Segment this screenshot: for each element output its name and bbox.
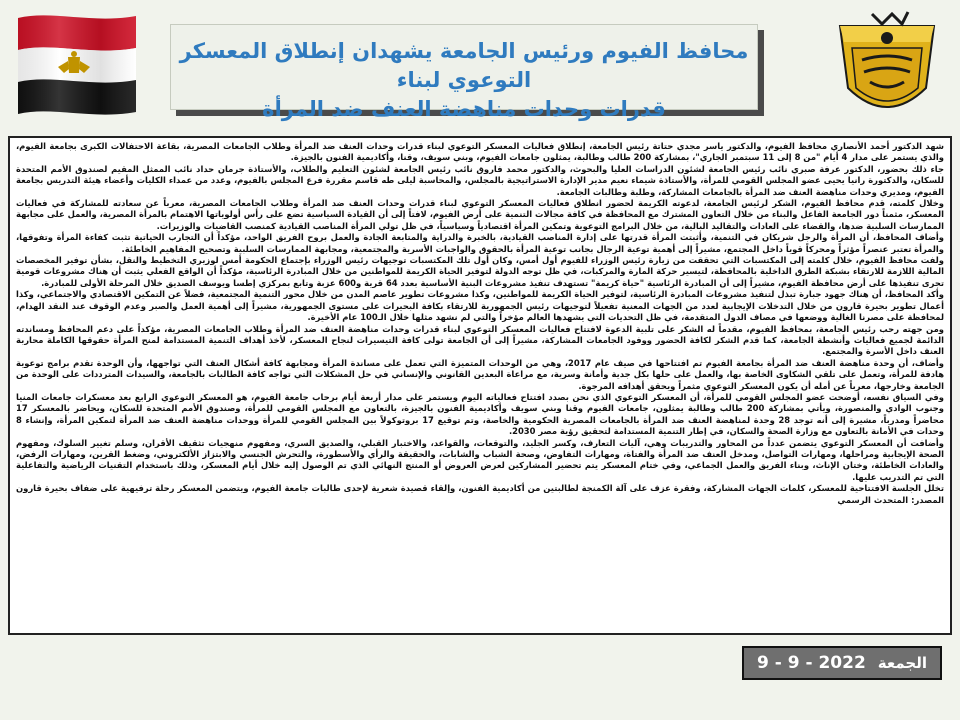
- headline-line-1: محافظ الفيوم ورئيس الجامعة يشهدان إنطلاق المعسكر التوعوي لبناء: [179, 39, 749, 92]
- article-body: [8, 136, 952, 635]
- date-value: 9 - 9 - 2022: [757, 653, 866, 673]
- egypt-flag-icon: [12, 10, 142, 120]
- date-bar: [742, 646, 942, 680]
- article-paragraph: وأضاف المحافظ، أن المرأة والرجل شريكان في التنمية، وأثبتت المرأة قدرتها على إدارة المناصب القيادية، بالخبرة والدراية والمتابعة الجادة والعمل بروح الفريق الواحد، مؤكداً أن التجارب الحياتية تثبت كفاءة المرأة وتفوقها، والمرأة تعتبر عنصراً مؤثراً ومحركاً قوياً داخل المجتمع، مشيراً إلى أهمية توعية الرجال بجانب توعية المرأة بالحقوق والواجبات الأسرية والمجتمعية، ومجابهة الممارسات السلبية وتصحيح المفاهيم الخاطئة.: [16, 232, 944, 254]
- headline-line-2: قدرات وحدات مناهضة العنف ضد المرأة: [262, 97, 666, 121]
- fayoum-governorate-emblem-icon: [822, 8, 952, 130]
- article-paragraph: جاء ذلك بحضور، الدكتور عرفة صبري نائب رئيس الجامعة لشئون الدراسات العليا والبحوث، والدكتور محمد فاروق نائب رئيس الجامعة لشئون التعليم والطلاب، والأستاذة جرمان حداد نائب الممثل المقيم لصندوق الأمم المتحدة للسكان، والدكتورة رانيا يحيى عضو المجلس القومي للمرأة، والأستاذة شيماء نعيم مدير الإدارة الاستراتيجية بالمجلس، والمحاسبة ليلى طه قاسم مقررة فرع المجلس بالفيوم، وعدد من عمداء الكليات وأعضاء هيئة التدريس بجامعة الفيوم، ومديري وحدات مناهضة العنف ضد المرأة بالجامعات المشاركة، وطلبة وطالبات الجامعة.: [16, 163, 944, 197]
- article-paragraph: شهد الدكتور أحمد الأنصاري محافظ الفيوم، والدكتور ياسر مجدي حتاتة رئيس الجامعة، إنطلاق فعاليات المعسكر التوعوي لبناء قدرات وحدات العنف ضد المرأة وطلاب الجامعات المصرية، بقاعة الاحتفالات الكبرى بجامعة الفيوم، والذي يستمر على مدار 4 أيام "من 8 إلى 11 سبتمبر الجاري"، بمشاركة 200 طالب وطالبة، يمثلون جامعات الفيوم، وبني سويف، وقنا، وأكاديمية الفنون بالجيزة.: [16, 141, 944, 163]
- article-paragraph: تخلل الجلسة الافتتاحية للمعسكر، كلمات الجهات المشاركة، وفقرة عزف على آلة الكمنجة لطالبتين من أكاديمية الفنون، وإلقاء قصيدة شعرية لإحدى طالبات جامعة الفيوم، ويتضمن المعسكر رحلة ترفيهية على ضفاف بحيرة قارون المصدر: المتحدث الرسمي: [16, 483, 944, 505]
- article-paragraph: وفي السياق نفسه، أوضحت عضو المجلس القومي للمرأة، أن المعسكر التوعوي الذي نحن بصدد افتتاح فعالياته اليوم ويستمر على مدار أربعة أيام برحاب جامعة الفيوم، هو المعسكر التوعوي الرابع بعد معسكرات جامعات المنيا وجنوب الوادي والمنصورة، ويأتي بمشاركة 200 طالب وطالبة يمثلون، جامعات الفيوم وقنا وبني سويف وأكاديمية الفنون بالجيزة، بالتعاون مع المجلس القومي للمرأة، وصندوق الأمم المتحدة للسكان، ويحاضر بالمعسكر 17 محاضراً ومدرباً، مشيرة إلى أنه توجد 28 وحدة لمناهضة العنف ضد المرأة بالجامعات المصرية الحكومية والخاصة، وتم توقيع 17 بروتوكولاً بين المجلس القومي للمرأة ووحدات مناهضة العنف ضد المرأة لتمكين المرأة، وإنشاء 8 وحدات في الأمانة بالتعاون مع وزارة الصحة والسكان، في إطار التنمية المستدامة لتحقيق رؤية مصر 2030.: [16, 391, 944, 437]
- headline: [171, 25, 757, 124]
- article-paragraph: وأضافت أن المعسكر التوعوي يتضمن عدداً من المحاور والتدريبات وهي، آليات التعارف، وكسر الجليد، والتوقعات، والقواعد، والاختبار القبلي، والصديق السري، ومفهوم منهجيات تثقيف الأقران، وسلم تغيير السلوك، ومفهوم الصحة الإيجابية ومراحلها، ومهارات التواصل، ومدخل العنف ضد المرأة والفتاة، ومهارات التفاوض، وصحة الشباب والشابات، والحقيقة والرأي والأسطورة، والتحرش الجنسي والابتزاز الألكتروني، وضغط القرين، ومهارات الرفض، والعادات الخاطئة، وختان الإناث، وبناء الفريق والعمل الجماعي، وفي ختام المعسكر يتم تحضير المشاركين لعرض العروض أو المنتج النهائي الذي تم الوصول إليه خلال أيام المعسكر، وذلك باستخدام التقنيات الرياضية والتفاعلية التي تم التدريب عليها.: [16, 437, 944, 482]
- article-paragraph: ولفت محافظ الفيوم، خلال كلمته إلى المكتسبات التي تحققت من زيارة رئيس الوزراء للفيوم أول أمس، وكان أول تلك المكتسبات توجيهات رئيس الوزراء بإجتماع الحكومة أمس لوزيري التخطيط والنقل، بشأن توفير المخصصات المالية اللازمة للارتقاء بشبكة الطرق الداخلية بالمحافظة، لتيسير حركة المارة والمركبات، في ظل توجه الدولة لتوفير الحياة الكريمة للمواطنين من خلال المبادرة الرئاسية، مؤكداً أن الواقع الفعلي يثبت أن هناك مشروعات قومية تجرى تنفيذها على أرض محافظة الفيوم، مشيراً إلى أن المبادرة الرئاسية "حياة كريمة" تستهدف تنفيذ مشروعات البنية الأساسية بعدد 64 قرية و600 عزبة وتابع بمركزي إطسا ويوسف الصديق خلال المرحلة الأولى للمبادرة.: [16, 255, 944, 288]
- headline-box: [170, 24, 758, 121]
- article-paragraph: ومن جهته رحب رئيس الجامعة، بمحافظ الفيوم، مقدماً له الشكر على تلبية الدعوة لافتتاح فعاليات المعسكر التوعوي لبناء قدرات وحدات مناهضة العنف ضد المرأة وطلاب الجامعات المصرية، مؤكداً على دعم المحافظ ومساندته الدائمة لجميع فعاليات وأنشطة الجامعة، كما قدم الشكر لكافة الحضور ووفود الجامعات المشاركة، مشيراً إلى أن الجامعة تولى كافة التيسيرات لنجاح المعسكر، لأخذ أهداف التنمية المستدامة لمنح المرأة حقوقها الكاملة محاربة العنف داخل الأسرة والمجتمع.: [16, 323, 944, 357]
- article-paragraph: وأكد المحافظ، أن هناك جهود جبارة تبذل لتنفيذ مشروعات المبادرة الرئاسية، لتوفير الحياة الكريمة للمواطنين، وكذا مشروعات تطوير عاصم المدن من خلال محور التنمية المجتمعية، فضلاً عن التمكين الاقتصادي والاجتماعي، وكذا أعمال تطوير بحيرة قارون من خلال التدخلات الإيجابية لعدد من الجهات المعنية تفعيلاً لتوجيهات رئيس الجمهورية للارتقاء بكافة البحيرات على مستوى الجمهورية، مشيراً إلى أهمية العمل والصبر وعدم الوقوف عند النقد الهدام، لمحافظة على مصرنا الغالية ووضعها في مصاف الدول المتقدمة، في ظل التحديات التي يشهدها العالم مؤخراً والتي لم نشهد مثلها خلال الـ100 عام الأخيرة.: [16, 289, 944, 323]
- day-label: الجمعة: [877, 654, 927, 672]
- article-paragraph: وأضاف، أن وحدة مناهضة العنف ضد المرأة بجامعة الفيوم تم افتتاحها في صيف عام 2017، وهي من الوحدات المتميزة التي تعمل على مساندة المرأة ومجابهة كافة أشكال العنف التي تواجهها، وأن الوحدة تقدم برامج توعوية هادفة للمرأة، وتعمل على تلقي الشكاوى الخاصة بها، والعمل على حلها بكل جدية وأمانة وسرية، مع مراعاة البعدين القانوني والإنساني في حل المشكلات التي تواجه كافة الطالبات بالجامعة، والسيدات المترددات على الوحدة من الجامعة وخارجها، معرباً عن أمله أن يكون المعسكر التوعوي مثمراً ويحقق أهدافه المرجوة.: [16, 357, 944, 391]
- article-paragraph: وخلال كلمته، قدم محافظ الفيوم، الشكر لرئيس الجامعة، لدعوته الكريمة لحضور انطلاق فعاليات المعسكر التوعوي لبناء قدرات وحدات العنف ضد المرأة وطلاب الجامعات المصرية، معرباً عن سعادته للمشاركة في فعاليات المعسكر، مثمناً دور الجامعة الفاعل والبناء من خلال التعاون المشترك مع المحافظة في كافة مجالات التنمية على أرض الفيوم، لافتاً إلى أن القيادة السياسية تضع على رأس أولوياتها الاهتمام بالمرأة المصرية، والعمل على مجابهة الممارسات السلبية ضدها، والقضاء على العادات والتقاليد البالية، من خلال البرامج التوعوية وتمكين المرأة اقتصادياً وسياسياً، في ظل تولي المرأة المناصب القيادية كمنصب القاضيات والوزيرات.: [16, 198, 944, 231]
